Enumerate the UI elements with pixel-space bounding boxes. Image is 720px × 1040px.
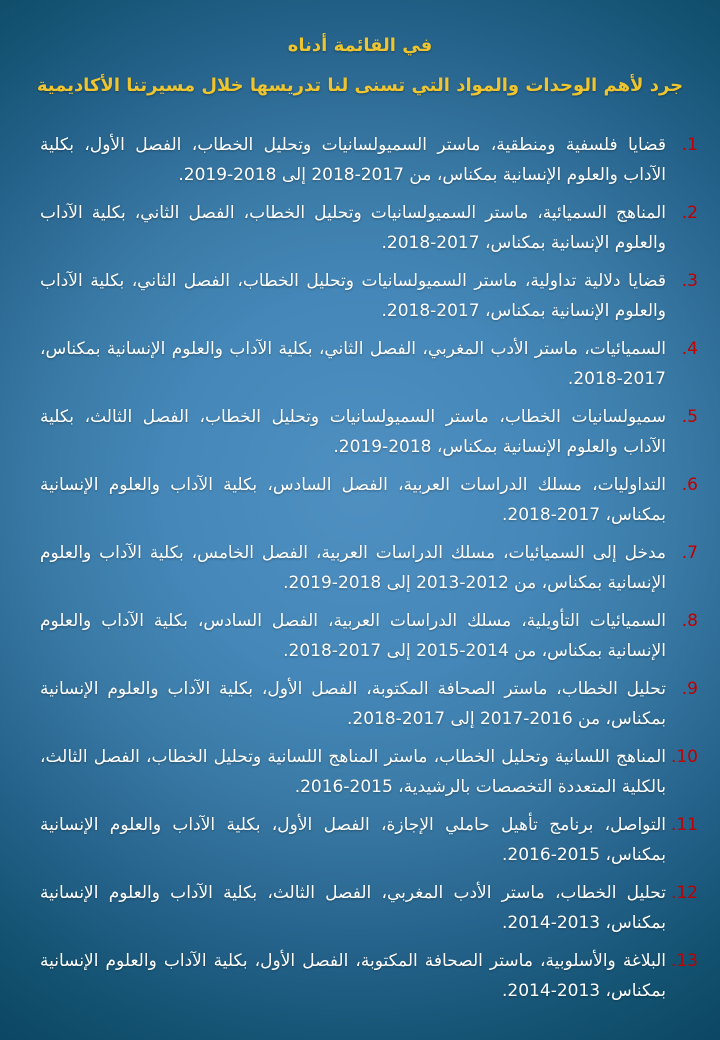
item-number: 11. (670, 815, 698, 835)
item-text: المناهج السميائية، ماستر السميولسانيات وتحليل الخطاب، الفصل الثاني، بكلية الآداب والعلوم الإنسانية بمكناس، 2017-2018. (40, 203, 666, 253)
item-text: تحليل الخطاب، ماستر الصحافة المكتوبة، الفصل الأول، بكلية الآداب والعلوم الإنسانية بمكناس، من 2016-2017 إلى 2017-2018. (40, 679, 666, 729)
list-item (40, 198, 698, 258)
item-text: التداوليات، مسلك الدراسات العربية، الفصل السادس، بكلية الآداب والعلوم الإنسانية بمكناس، 2017-2018. (40, 475, 666, 525)
list-item (40, 470, 698, 530)
item-text: المناهج اللسانية وتحليل الخطاب، ماستر المناهج اللسانية وتحليل الخطاب، الفصل الثالث، بالكلية المتعددة التخصصات بالرشيدية، 2015-2016. (40, 747, 666, 797)
item-number: 8. (681, 611, 698, 631)
list-item (40, 538, 698, 598)
item-text: تحليل الخطاب، ماستر الأدب المغربي، الفصل الثالث، بكلية الآداب والعلوم الإنسانية بمكناس، 2013-2014. (40, 883, 666, 933)
item-text: قضايا دلالية تداولية، ماستر السميولسانيات وتحليل الخطاب، الفصل الثاني، بكلية الآداب والعلوم الإنسانية بمكناس، 2017-2018. (40, 271, 666, 321)
title-line-2: جرد لأهم الوحدات والمواد التي تسنى لنا تدريسها خلال مسيرتنا الأكاديمية (36, 75, 684, 96)
units-list (0, 130, 720, 1006)
list-item (40, 130, 698, 190)
list-item (40, 878, 698, 938)
item-number: 13. (670, 951, 698, 971)
item-number: 4. (681, 339, 698, 359)
list-item (40, 266, 698, 326)
list-item (40, 674, 698, 734)
slide-title (0, 0, 720, 106)
item-number: 6. (681, 475, 698, 495)
item-text: قضايا فلسفية ومنطقية، ماستر السميولسانيات وتحليل الخطاب، الفصل الأول، بكلية الآداب والعلوم الإنسانية بمكناس، من 2017-2018 إلى 2018-2019. (40, 135, 666, 185)
item-text: البلاغة والأسلوبية، ماستر الصحافة المكتوبة، الفصل الأول، بكلية الآداب والعلوم الإنسانية بمكناس، 2013-2014. (40, 951, 666, 1001)
list-item (40, 334, 698, 394)
item-number: 2. (681, 203, 698, 223)
item-text: مدخل إلى السميائيات، مسلك الدراسات العربية، الفصل الخامس، بكلية الآداب والعلوم الإنسانية بمكناس، من 2012-2013 إلى 2018-2019. (40, 543, 666, 593)
list-item (40, 742, 698, 802)
list-item (40, 606, 698, 666)
list-item (40, 402, 698, 462)
item-number: 1. (681, 135, 698, 155)
item-number: 12. (670, 883, 698, 903)
list-item (40, 810, 698, 870)
item-text: السميائيات، ماستر الأدب المغربي، الفصل الثاني، بكلية الآداب والعلوم الإنسانية بمكناس، 2017-2018. (40, 339, 666, 389)
item-text: السميائيات التأويلية، مسلك الدراسات العربية، الفصل السادس، بكلية الآداب والعلوم الإنسانية بمكناس، من 2014-2015 إلى 2017-2018. (40, 611, 666, 661)
item-text: التواصل، برنامج تأهيل حاملي الإجازة، الفصل الأول، بكلية الآداب والعلوم الإنسانية بمكناس، 2015-2016. (40, 815, 666, 865)
title-line-1: في القائمة أدناه (287, 35, 433, 56)
item-number: 5. (681, 407, 698, 427)
item-number: 9. (681, 679, 698, 699)
item-number: 3. (681, 271, 698, 291)
item-text: سميولسانيات الخطاب، ماستر السميولسانيات وتحليل الخطاب، الفصل الثالث، بكلية الآداب والعلوم الإنسانية بمكناس، 2018-2019. (40, 407, 666, 457)
list-item (40, 946, 698, 1006)
item-number: 7. (681, 543, 698, 563)
item-number: 10. (670, 747, 698, 767)
